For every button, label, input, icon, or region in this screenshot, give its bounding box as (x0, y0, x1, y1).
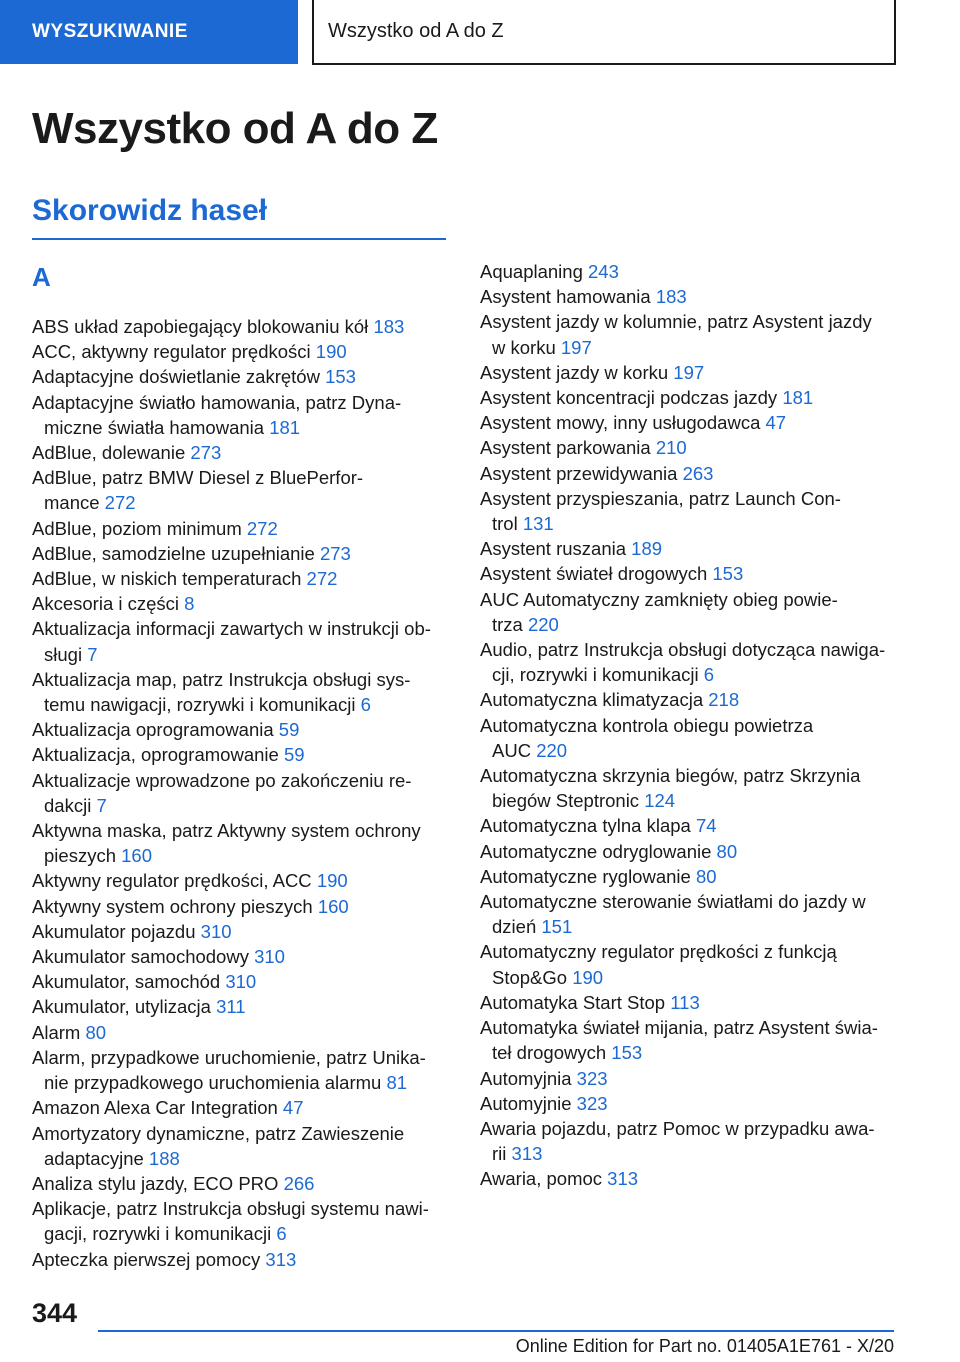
index-entry-term: Amortyzatory dynamiczne, patrz Zawieszenie adaptacyjne (32, 1122, 405, 1169)
index-entry-term: Automyjnia (480, 1067, 577, 1089)
index-entry-term: Audio, patrz Instrukcja obsługi dotycząca nawiga- cji, rozrywki i komunikacji (480, 639, 886, 686)
index-entry-term: Automatyczne odryglowanie (480, 840, 717, 862)
section-divider (32, 238, 446, 240)
page-reference-link[interactable]: 124 (644, 790, 676, 812)
index-entry-term: Aktualizacje wprowadzone po zakończeniu re- dakcji (32, 769, 412, 816)
index-entry-term: AUC Automatyczny zamknięty obieg powie- trza (480, 588, 838, 635)
index-entry (32, 1171, 452, 1196)
index-letter-heading: A (32, 262, 51, 292)
index-entry-term: Asystent mowy, inny usługodawca (480, 412, 766, 434)
page-reference-link[interactable]: 151 (541, 916, 573, 938)
index-entry (480, 410, 930, 435)
page-reference-link[interactable]: 263 (682, 462, 714, 484)
index-entry-term: AdBlue, samodzielne uzupełnianie (32, 542, 320, 564)
index-entry-term: Automatyczna tylna klapa (480, 815, 696, 837)
index-entry (480, 864, 930, 889)
index-entry (32, 364, 452, 389)
index-entry-term: ACC, aktywny regulator prędkości (32, 341, 316, 363)
top-navigation-bar (0, 0, 960, 66)
index-entry-term: Aktualizacja, oprogramowanie (32, 744, 284, 766)
index-entry (480, 385, 930, 410)
index-entry-term: Akcesoria i części (32, 593, 185, 615)
page-reference-link[interactable]: 153 (712, 563, 744, 585)
page-reference-link[interactable]: 190 (315, 341, 347, 363)
page-reference-link[interactable]: 190 (572, 966, 604, 988)
index-entry-term: Aktualizacja informacji zawartych w instrukcji ob- sługi (32, 618, 431, 665)
page-reference-link[interactable]: 80 (716, 840, 738, 862)
index-entry-term: Awaria, pomoc (480, 1168, 608, 1190)
index-entry-term: Aktywny system ochrony pieszych (32, 895, 318, 917)
index-entry (480, 461, 930, 486)
index-entry (32, 440, 452, 465)
page-reference-link[interactable]: 197 (673, 361, 705, 383)
index-entry (480, 360, 930, 385)
index-entry (32, 1247, 452, 1272)
index-entry-term: Adaptacyjne światło hamowania, patrz Dyna- miczne światła hamowania (32, 391, 402, 438)
index-entry-term: Alarm (32, 1021, 86, 1043)
page-reference-link[interactable]: 190 (316, 870, 348, 892)
index-entry-term: Automatyczna skrzynia biegów, patrz Skrzynia biegów Steptronic (480, 765, 861, 812)
index-entry (480, 1091, 930, 1116)
index-column-right (480, 259, 930, 1192)
page-reference-link[interactable]: 6 (703, 664, 715, 686)
index-entry-term: Aktualizacja oprogramowania (32, 719, 279, 741)
page-reference-link[interactable]: 181 (269, 416, 301, 438)
index-entry (32, 390, 452, 440)
index-entry (480, 536, 930, 561)
index-entry (480, 813, 930, 838)
index-entry (480, 763, 930, 813)
index-entry-term: Asystent jazdy w korku (480, 361, 674, 383)
index-entry (480, 486, 930, 536)
index-entry-term: Automyjnie (480, 1092, 577, 1114)
page-reference-link[interactable]: 243 (588, 261, 619, 282)
page-reference-link[interactable]: 272 (104, 492, 136, 514)
page-reference-link[interactable]: 59 (278, 719, 300, 741)
index-entry (32, 1045, 452, 1095)
page-reference-link[interactable]: 131 (522, 513, 554, 535)
index-entry (32, 1095, 452, 1120)
index-entry-term: Analiza stylu jazdy, ECO PRO (32, 1172, 284, 1194)
index-entry (32, 1020, 452, 1045)
page-reference-link[interactable]: 183 (373, 316, 405, 337)
index-entry (32, 465, 452, 515)
page-reference-link[interactable]: 160 (317, 895, 349, 917)
search-tab[interactable]: WYSZUKIWANIE (0, 0, 298, 64)
index-entry (32, 969, 452, 994)
index-entry-term: Asystent jazdy w kolumnie, patrz Asystent jazdy w korku (480, 311, 872, 358)
page-title: Wszystko od A do Z (32, 104, 438, 153)
index-entry-term: ABS układ zapobiegający blokowaniu kół (32, 316, 374, 337)
section-title: Skorowidz haseł (32, 194, 268, 227)
index-entry (480, 561, 930, 586)
index-entry (480, 1015, 930, 1065)
page-reference-link[interactable]: 310 (200, 920, 232, 942)
index-entry-term: Automatyczne ryglowanie (480, 865, 696, 887)
index-entry (32, 1121, 452, 1171)
page-number: 344 (32, 1298, 78, 1328)
index-entry (480, 713, 930, 763)
page-reference-link[interactable]: 153 (611, 1042, 643, 1064)
index-entry-term: Aktywna maska, patrz Aktywny system ochrony pieszych (32, 820, 421, 867)
index-entry (32, 768, 452, 818)
page-reference-link[interactable]: 7 (87, 643, 98, 665)
index-entry-term: Asystent przyspieszania, patrz Launch Con- trol (480, 487, 841, 535)
index-entry-term: Aktualizacja map, patrz Instrukcja obsługi sys- temu nawigacji, rozrywki i komunikacji (32, 668, 411, 716)
index-entry (32, 616, 452, 666)
page-reference-link[interactable]: 210 (655, 437, 687, 459)
index-entry (32, 339, 452, 364)
index-entry (32, 314, 452, 339)
index-entry (480, 637, 930, 687)
index-entry-term: Aquaplaning (480, 261, 589, 282)
index-column-left (32, 314, 452, 1272)
index-entry (480, 1066, 930, 1091)
index-entry (32, 516, 452, 541)
index-entry-term: Automatyczne sterowanie światłami do jazdy w dzień (480, 891, 866, 938)
index-entry (32, 717, 452, 742)
page-reference-link[interactable]: 189 (631, 538, 663, 560)
index-entry (480, 587, 930, 637)
page-reference-link[interactable]: 197 (560, 336, 592, 358)
index-entry-term: Aplikacje, patrz Instrukcja obsługi systemu nawi- gacji, rozrywki i komunikacji (32, 1198, 429, 1245)
index-entry-term: AdBlue, patrz BMW Diesel z BluePerfor- mance (32, 467, 364, 514)
index-entry-term: Apteczka pierwszej pomocy (32, 1248, 266, 1270)
page-reference-link[interactable]: 218 (708, 689, 740, 711)
page-reference-link[interactable]: 181 (782, 387, 814, 409)
index-entry (32, 591, 452, 616)
index-entry-term: AdBlue, dolewanie (32, 442, 191, 464)
index-entry (32, 919, 452, 944)
index-entry-term: Asystent parkowania (480, 437, 656, 459)
page-reference-link[interactable]: 273 (190, 442, 222, 464)
index-entry (32, 944, 452, 969)
page-reference-link[interactable]: 47 (282, 1097, 304, 1119)
index-entry-term: Asystent ruszania (480, 538, 632, 560)
index-entry-term: Aktywny regulator prędkości, ACC (32, 870, 317, 892)
page-reference-link[interactable]: 6 (360, 694, 371, 716)
page-reference-link[interactable]: 188 (148, 1147, 180, 1169)
index-entry-term: Alarm, przypadkowe uruchomienie, patrz Unika- nie przypadkowego uruchomienia alarmu (32, 1046, 426, 1094)
index-entry (480, 435, 930, 460)
index-entry (32, 566, 452, 591)
index-entry (32, 667, 452, 717)
page-reference-link[interactable]: 74 (695, 815, 717, 837)
index-entry-term: AdBlue, w niskich temperaturach (32, 568, 307, 590)
index-entry (32, 1196, 452, 1246)
index-entry-term: Asystent koncentracji podczas jazdy (480, 387, 783, 409)
index-entry-term: Amazon Alexa Car Integration (32, 1097, 283, 1119)
index-entry (480, 259, 930, 284)
index-entry (480, 839, 930, 864)
page-reference-link[interactable]: 80 (695, 865, 717, 887)
index-entry-term: Automatyczny regulator prędkości z funkcją Stop&Go (480, 941, 837, 988)
page-reference-link[interactable]: 313 (607, 1168, 639, 1190)
index-entry (32, 818, 452, 868)
index-entry-term: Awaria pojazdu, patrz Pomoc w przypadku awa- rii (480, 1117, 875, 1165)
index-entry-term: Akumulator, utylizacja (32, 996, 217, 1018)
index-entry (32, 868, 452, 893)
index-entry (480, 889, 930, 939)
edition-footer: Online Edition for Part no. 01405A1E761 - X/20 (515, 1336, 894, 1356)
index-entry-term: Akumulator samochodowy (32, 946, 255, 968)
page-reference-link[interactable]: 183 (655, 286, 687, 308)
index-entry-term: Automatyka Start Stop (480, 991, 671, 1013)
page-reference-link[interactable]: 80 (85, 1021, 107, 1043)
page-reference-link[interactable]: 272 (246, 517, 278, 539)
index-entry (32, 541, 452, 566)
page-reference-link[interactable]: 47 (765, 412, 787, 434)
index-entry (480, 1116, 930, 1166)
page-reference-link[interactable]: 113 (670, 991, 700, 1013)
index-entry (32, 742, 452, 767)
index-entry-term: AdBlue, poziom minimum (32, 517, 247, 539)
index-entry (480, 284, 930, 309)
index-entry-term: Automatyka świateł mijania, patrz Asystent świa- teł drogowych (480, 1017, 878, 1064)
page-reference-link[interactable]: 310 (225, 971, 257, 993)
index-entry-term: Akumulator, samochód (32, 971, 226, 993)
index-entry (32, 994, 452, 1019)
index-entry (480, 1166, 930, 1191)
index-entry (480, 939, 930, 989)
footer-divider (98, 1330, 894, 1332)
index-entry-term: Automatyczna klimatyzacja (480, 689, 709, 711)
page-reference-link[interactable]: 59 (283, 744, 305, 766)
page-reference-link[interactable]: 310 (254, 946, 285, 968)
index-entry-term: Automatyczna kontrola obiegu powietrza AUC (480, 714, 814, 761)
page-reference-link[interactable]: 273 (319, 542, 351, 564)
index-entry (480, 309, 930, 359)
page-reference-link[interactable]: 7 (96, 794, 107, 816)
index-entry (480, 990, 930, 1015)
page-reference-link[interactable]: 160 (121, 845, 152, 867)
index-entry (32, 894, 452, 919)
page-reference-link[interactable]: 323 (576, 1067, 608, 1089)
page-reference-link[interactable]: 220 (527, 613, 559, 635)
index-entry-term: Asystent świateł drogowych (480, 563, 713, 585)
index-entry (480, 687, 930, 712)
page-reference-link[interactable]: 6 (276, 1223, 287, 1245)
page-reference-link[interactable]: 220 (536, 739, 568, 761)
page-reference-link[interactable]: 81 (386, 1072, 408, 1094)
page-reference-link[interactable]: 311 (216, 996, 246, 1018)
page-reference-link[interactable]: 266 (283, 1172, 315, 1194)
page-reference-link[interactable]: 323 (576, 1092, 608, 1114)
page-reference-link[interactable]: 272 (306, 568, 338, 590)
breadcrumb-tab[interactable]: Wszystko od A do Z (312, 0, 896, 65)
page-reference-link[interactable]: 8 (184, 593, 195, 615)
index-entry-term: Adaptacyjne doświetlanie zakrętów (32, 366, 326, 388)
index-entry-term: Asystent hamowania (480, 286, 656, 308)
index-entry-term: Asystent przewidywania (480, 462, 683, 484)
page-reference-link[interactable]: 153 (325, 366, 356, 388)
page-reference-link[interactable]: 313 (511, 1143, 543, 1165)
index-entry-term: Akumulator pojazdu (32, 920, 201, 942)
page-reference-link[interactable]: 313 (265, 1248, 297, 1270)
